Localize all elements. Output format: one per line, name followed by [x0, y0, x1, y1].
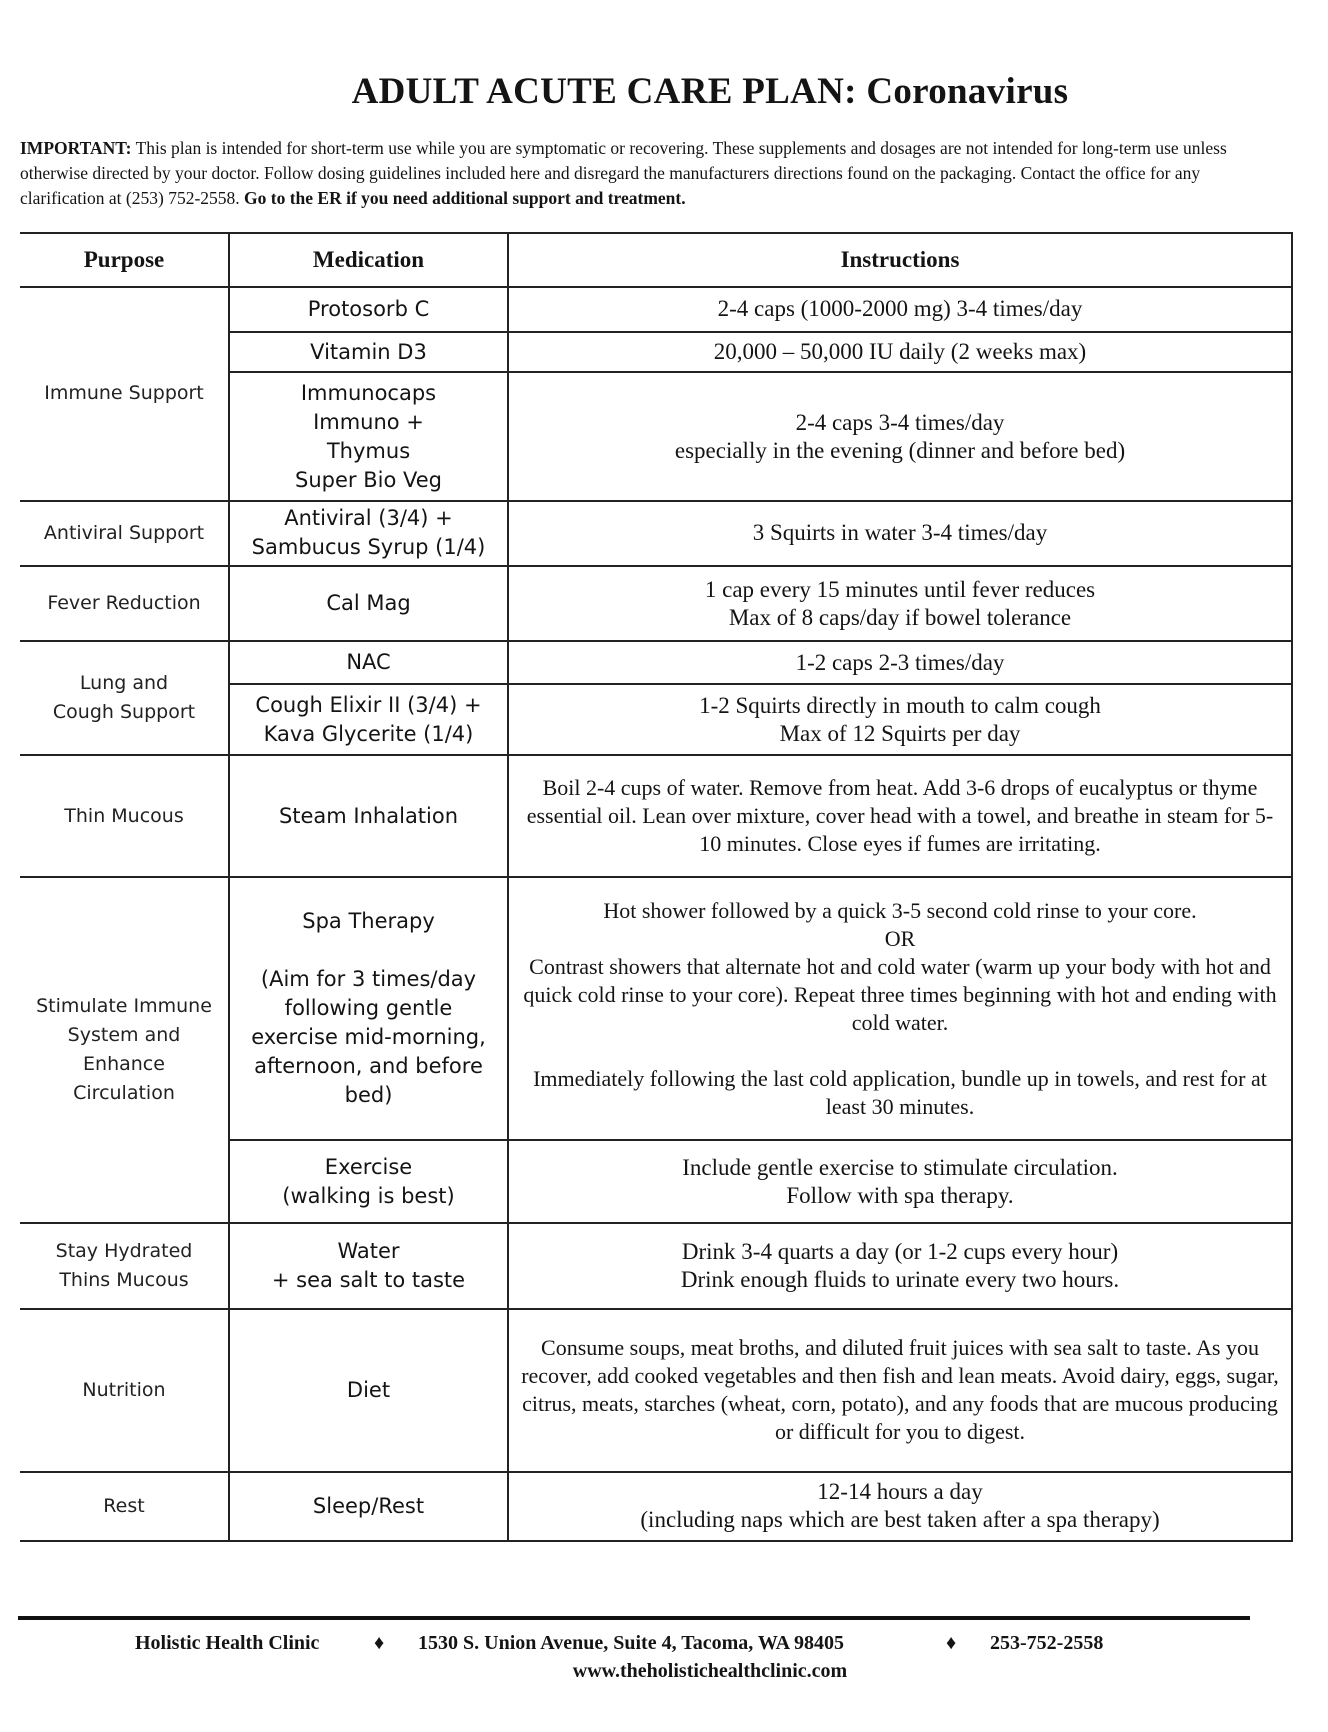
table-row — [20, 1223, 1292, 1309]
clinic-name: Holistic Health Clinic — [135, 1632, 320, 1654]
table-row — [20, 1472, 1292, 1541]
instructions-cell: 20,000 – 50,000 IU daily (2 weeks max) — [508, 332, 1292, 373]
purpose-cell: Rest — [20, 1472, 229, 1541]
purpose-cell: Immune Support — [20, 287, 229, 501]
notice-body: This plan is intended for short-term use while you are symptomatic or recovering. These supplements and dosages are not intended for long-term use unless otherwise directed by your doctor. Follow dosing guidelines included here and disregard the manufacturers directions found on the packaging. Contact the office for any clarification at (253) 752-2558. — [20, 138, 1227, 208]
medication-cell: Exercise (walking is best) — [229, 1140, 508, 1223]
instructions-cell: Include gentle exercise to stimulate circulation. Follow with spa therapy. — [508, 1140, 1292, 1223]
medication-cell: Spa Therapy (Aim for 3 times/day following gentle exercise mid-morning, afternoon, and before bed) — [229, 877, 508, 1140]
instructions-cell: 2-4 caps 3-4 times/day especially in the evening (dinner and before bed) — [508, 372, 1292, 500]
table-row — [20, 1309, 1292, 1472]
care-plan-table — [20, 232, 1293, 1542]
medication-cell: NAC — [229, 641, 508, 684]
purpose-cell: Stimulate Immune System and Enhance Circulation — [20, 877, 229, 1223]
important-notice — [20, 136, 1260, 211]
clinic-phone: 253-752-2558 — [990, 1632, 1104, 1654]
table-row — [20, 501, 1292, 566]
clinic-website: www.theholistichealthclinic.com — [572, 1660, 848, 1682]
medication-cell: Sleep/Rest — [229, 1472, 508, 1541]
medication-cell: Antiviral (3/4) + Sambucus Syrup (1/4) — [229, 501, 508, 566]
medication-cell: Diet — [229, 1309, 508, 1472]
table-row — [20, 755, 1292, 877]
purpose-cell: Nutrition — [20, 1309, 229, 1472]
header-medication: Medication — [229, 233, 508, 287]
medication-cell: Cal Mag — [229, 566, 508, 641]
medication-cell: Water + sea salt to taste — [229, 1223, 508, 1309]
diamond-separator-icon: ♦ — [374, 1632, 385, 1654]
instructions-cell: 1-2 Squirts directly in mouth to calm cough Max of 12 Squirts per day — [508, 684, 1292, 755]
instructions-cell: 12-14 hours a day (including naps which are best taken after a spa therapy) — [508, 1472, 1292, 1541]
notice-emphasis: Go to the ER if you need additional support and treatment. — [244, 188, 686, 208]
instructions-cell: Hot shower followed by a quick 3-5 second cold rinse to your core. OR Contrast showers that alternate hot and cold water (warm up your body with hot and quick cold rinse to your core). Repeat three times beginning with hot and ending with cold water. Immediately following the last cold application, bundle up in towels, and rest for at least 30 minutes. — [508, 877, 1292, 1140]
footer-divider — [18, 1616, 1250, 1620]
clinic-address: 1530 S. Union Avenue, Suite 4, Tacoma, WA 98405 — [418, 1632, 845, 1654]
medication-cell: Cough Elixir II (3/4) + Kava Glycerite (1/4) — [229, 684, 508, 755]
purpose-cell: Fever Reduction — [20, 566, 229, 641]
notice-lead: IMPORTANT: — [20, 138, 132, 158]
page-title: ADULT ACUTE CARE PLAN: Coronavirus — [351, 71, 1069, 112]
medication-cell: Steam Inhalation — [229, 755, 508, 877]
table-row — [20, 287, 1292, 332]
header-instructions: Instructions — [508, 233, 1292, 287]
instructions-cell: 1-2 caps 2-3 times/day — [508, 641, 1292, 684]
table-row — [20, 641, 1292, 684]
table-row — [20, 877, 1292, 1140]
header-purpose: Purpose — [20, 233, 229, 287]
purpose-cell: Stay Hydrated Thins Mucous — [20, 1223, 229, 1309]
instructions-cell: Boil 2-4 cups of water. Remove from heat. Add 3-6 drops of eucalyptus or thyme essential oil. Lean over mixture, cover head with a towel, and breathe in steam for 5-10 minutes. Close eyes if fumes are irritating. — [508, 755, 1292, 877]
medication-cell: Protosorb C — [229, 287, 508, 332]
instructions-cell: 1 cap every 15 minutes until fever reduces Max of 8 caps/day if bowel tolerance — [508, 566, 1292, 641]
medication-cell: Immunocaps Immuno + Thymus Super Bio Veg — [229, 372, 508, 500]
purpose-cell: Thin Mucous — [20, 755, 229, 877]
table-header-row — [20, 233, 1292, 287]
purpose-cell: Lung and Cough Support — [20, 641, 229, 755]
purpose-cell: Antiviral Support — [20, 501, 229, 566]
instructions-cell: 2-4 caps (1000-2000 mg) 3-4 times/day — [508, 287, 1292, 332]
instructions-cell: Drink 3-4 quarts a day (or 1-2 cups every hour) Drink enough fluids to urinate every two hours. — [508, 1223, 1292, 1309]
instructions-cell: Consume soups, meat broths, and diluted fruit juices with sea salt to taste. As you recover, add cooked vegetables and then fish and lean meats. Avoid dairy, eggs, sugar, citrus, meats, starches (wheat, corn, potato), and any foods that are mucous producing or difficult for you to digest. — [508, 1309, 1292, 1472]
table-row — [20, 566, 1292, 641]
medication-cell: Vitamin D3 — [229, 332, 508, 373]
diamond-separator-icon: ♦ — [946, 1632, 957, 1654]
instructions-cell: 3 Squirts in water 3-4 times/day — [508, 501, 1292, 566]
